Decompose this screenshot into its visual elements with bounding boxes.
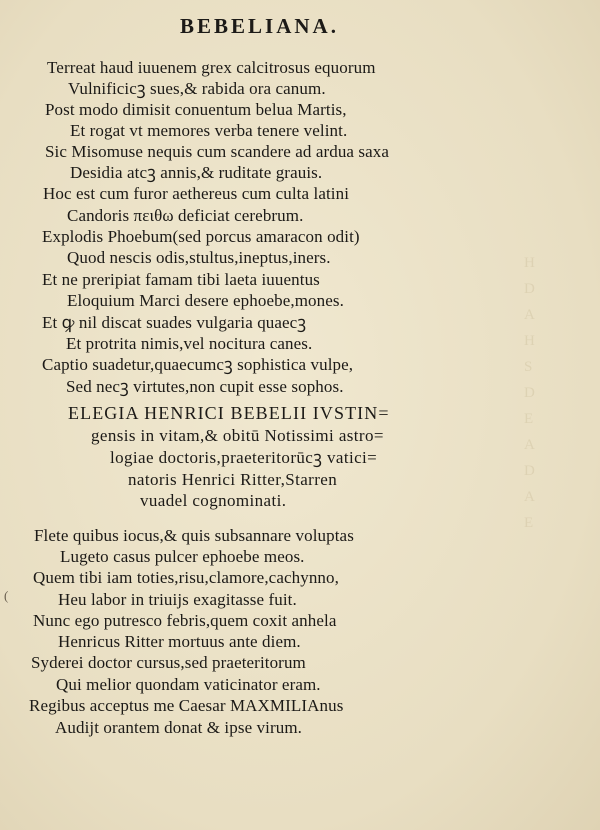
elegy-heading-line: logiae doctoris,praeteritorūcꝫ vatici= bbox=[110, 448, 378, 467]
verse-line: Syderei doctor cursus,sed praeteritorum bbox=[31, 653, 306, 672]
verse-line: Explodis Phoebum(sed porcus amaracon odit) bbox=[42, 227, 360, 246]
running-head: BEBELIANA. bbox=[180, 14, 339, 38]
verse-line: Et ne preripiat famam tibi laeta iuuentus bbox=[42, 270, 320, 289]
verse-line: Desidia atcꝫ annis,& ruditate grauis. bbox=[70, 163, 323, 182]
verse-line: Lugeto casus pulcer ephoebe meos. bbox=[60, 547, 305, 566]
verse-line: Et protrita nimis,vel nocitura canes. bbox=[66, 334, 313, 353]
bleed-letter: D bbox=[524, 463, 535, 479]
verse-line: Henricus Ritter mortuus ante diem. bbox=[58, 632, 301, 651]
verse-line: Captio suadetur,quaecumcꝫ sophistica vulpe, bbox=[42, 355, 354, 374]
bleed-letter: A bbox=[524, 437, 535, 453]
verse-line: Hoc est cum furor aethereus cum culta latini bbox=[43, 184, 350, 203]
elegy-heading-line: natoris Henrici Ritter,Starren bbox=[128, 470, 338, 489]
bleed-letter: D bbox=[524, 385, 535, 401]
verse-line: Et ꝙ nil discat suades vulgaria quaecꝫ bbox=[42, 313, 307, 332]
verse-line: Nunc ego putresco febris,quem coxit anhela bbox=[33, 611, 337, 630]
verse-line: Regibus acceptus me Caesar MAXMILIAnus bbox=[29, 696, 344, 715]
bleed-letter: S bbox=[524, 359, 533, 375]
margin-mark: ( bbox=[4, 588, 9, 603]
verse-line: Flete quibus iocus,& quis subsannare voluptas bbox=[34, 526, 354, 545]
bleed-letter: D bbox=[524, 281, 535, 297]
verse-line: Vulnificicꝫ sues,& rabida ora canum. bbox=[68, 79, 326, 98]
verse-line: Eloquium Marci desere ephoebe,mones. bbox=[67, 291, 344, 310]
bleed-letter: A bbox=[524, 307, 535, 323]
bleed-letter: E bbox=[524, 515, 534, 531]
verse-line: Quod nescis odis,stultus,ineptus,iners. bbox=[67, 248, 331, 267]
bleed-letter: H bbox=[524, 333, 535, 349]
bleed-letter: A bbox=[524, 489, 535, 505]
elegy-heading-line: vuadel cognominati. bbox=[140, 491, 287, 510]
verse-line: Sed necꝫ virtutes,non cupit esse sophos. bbox=[66, 377, 344, 396]
verse-line: Audijt orantem donat & ipse virum. bbox=[55, 718, 303, 737]
verse-line: Qui melior quondam vaticinator eram. bbox=[56, 675, 321, 694]
bleed-letter: E bbox=[524, 411, 534, 427]
verse-line: Et rogat vt memores verba tenere velint. bbox=[70, 121, 348, 140]
verse-line: Sic Misomuse nequis cum scandere ad ardua saxa bbox=[45, 142, 390, 161]
bleed-through-text bbox=[524, 250, 594, 550]
verse-line: Post modo dimisit conuentum belua Martis, bbox=[45, 100, 347, 119]
elegy-heading-line: ELEGIA HENRICI BEBELII IVSTIN= bbox=[68, 403, 390, 423]
verse-line: Candoris πειθω deficiat cerebrum. bbox=[67, 206, 304, 225]
bleed-letter: H bbox=[524, 255, 535, 271]
verse-line: Terreat haud iuuenem grex calcitrosus equorum bbox=[47, 58, 376, 77]
verse-line: Quem tibi iam toties,risu,clamore,cachynno, bbox=[33, 568, 339, 587]
verse-line: Heu labor in triuijs exagitasse fuit. bbox=[58, 590, 297, 609]
elegy-heading-line: gensis in vitam,& obitū Notissimi astro= bbox=[91, 426, 384, 445]
